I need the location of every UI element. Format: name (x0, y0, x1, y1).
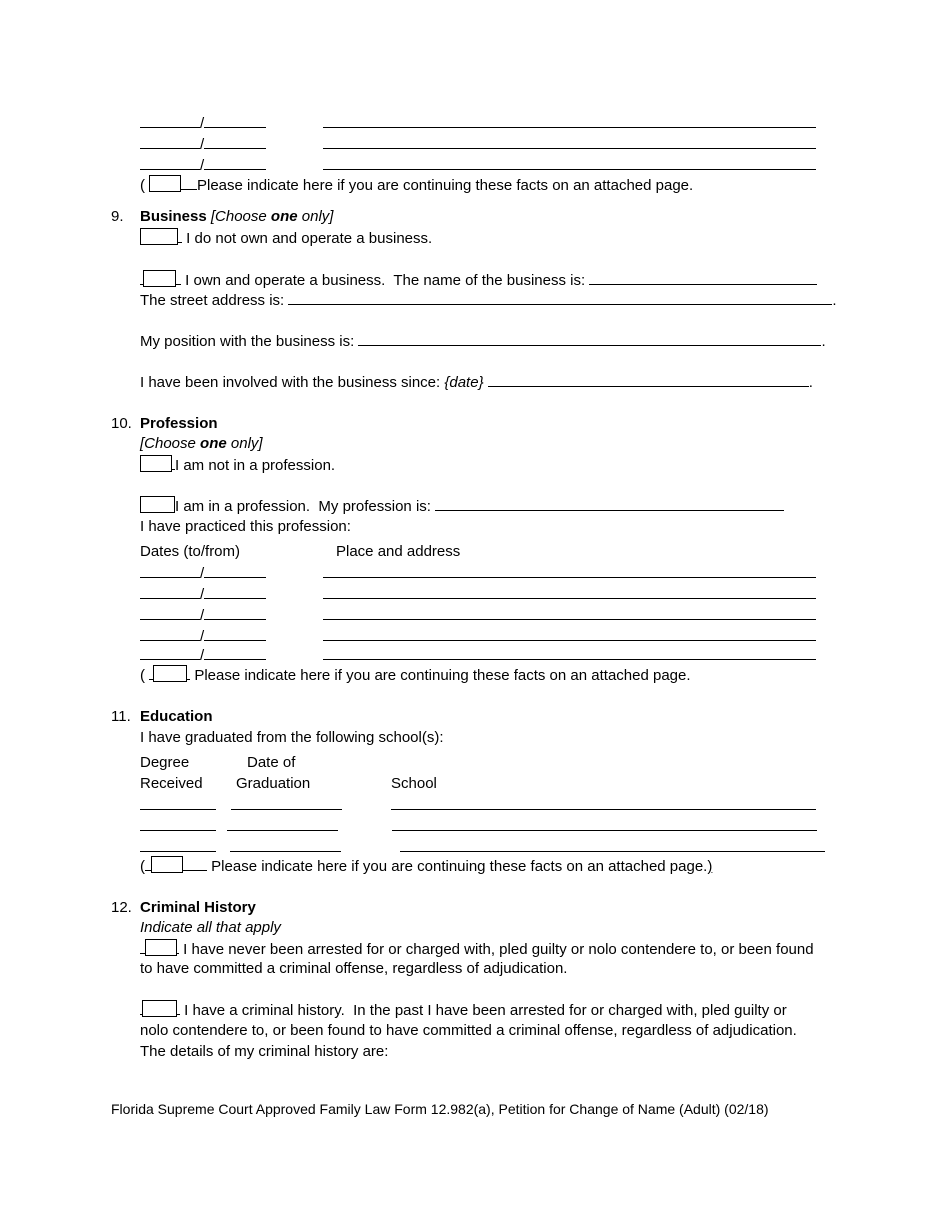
section-title-profession: Profession (140, 415, 218, 432)
col-school-header: School (391, 775, 437, 792)
own-business-checkbox[interactable] (143, 270, 176, 287)
date-field[interactable]: / (140, 605, 266, 626)
street-address-line: The street address is: . (140, 292, 837, 309)
col-degree-header-2: Received (140, 775, 203, 792)
degree-field[interactable] (140, 816, 216, 837)
option-never-arrested: I have never been arrested for or charged with, pled guilty or nolo contendere to, or been found (140, 939, 814, 960)
continue-note-profession: ( Please indicate here if you are continuing these facts on an attached page. (140, 667, 691, 684)
section-number: 12. (111, 899, 132, 916)
profession-field[interactable] (435, 496, 784, 511)
criminal-details-label: The details of my criminal history are: (140, 1043, 389, 1060)
position-field[interactable] (358, 331, 821, 346)
place-field[interactable] (323, 584, 816, 605)
option-criminal-history-cont: nolo contendere to, or been found to have committed a criminal offense, regardless of adjudication. (140, 1022, 797, 1039)
degree-field[interactable] (140, 837, 216, 858)
graduation-date-field[interactable] (230, 837, 341, 858)
date-field[interactable]: / (140, 584, 266, 605)
since-date-field[interactable] (488, 372, 809, 387)
business-name-field[interactable] (589, 270, 817, 285)
continue-checkbox[interactable] (153, 665, 187, 682)
option-no-profession: I am not in a profession. (140, 455, 335, 476)
option-never-arrested-cont: to have committed a criminal offense, regardless of adjudication. (140, 960, 568, 977)
col-date-header-1: Date of (247, 754, 296, 771)
never-arrested-checkbox[interactable] (145, 939, 177, 956)
since-line: I have been involved with the business since: {date} . (140, 374, 813, 391)
col-dates-header: Dates (to/from) (140, 543, 241, 560)
choose-one-note: [Choose one only] (140, 435, 263, 452)
section-number: 11. (111, 708, 131, 725)
option-in-profession: I am in a profession. My profession is: (140, 496, 784, 517)
section-title-criminal-history: Criminal History (140, 899, 256, 916)
indicate-all-note: Indicate all that apply (140, 919, 281, 936)
continue-note-education: ( Please indicate here if you are continuing these facts on an attached page.) (140, 858, 713, 875)
practiced-label: I have practiced this profession: (140, 518, 351, 535)
option-no-business: I do not own and operate a business. (140, 228, 432, 249)
place-field[interactable] (323, 134, 816, 155)
date-field[interactable]: / (140, 134, 266, 155)
no-business-checkbox[interactable] (140, 228, 178, 245)
education-intro: I have graduated from the following school(s): (140, 729, 444, 746)
date-field[interactable]: / (140, 155, 266, 176)
continue-checkbox[interactable] (151, 856, 183, 873)
option-criminal-history: I have a criminal history. In the past I have been arrested for or charged with, pled guilty or (140, 1000, 787, 1021)
date-field[interactable]: / (140, 626, 266, 647)
section-title-business: Business [Choose one only] (140, 208, 334, 225)
date-field[interactable]: / (140, 563, 266, 584)
place-field[interactable] (323, 563, 816, 584)
col-date-header-2: Graduation (236, 775, 311, 792)
date-field[interactable]: / (140, 113, 266, 134)
place-field[interactable] (323, 645, 816, 666)
date-field[interactable]: / (140, 645, 266, 666)
continue-checkbox[interactable] (149, 175, 181, 192)
no-profession-checkbox[interactable] (140, 455, 172, 472)
street-address-field[interactable] (288, 290, 832, 305)
school-field[interactable] (400, 837, 825, 858)
section-number: 10. (111, 415, 132, 432)
graduation-date-field[interactable] (231, 795, 342, 816)
position-line: My position with the business is: . (140, 333, 826, 350)
degree-field[interactable] (140, 795, 216, 816)
in-profession-checkbox[interactable] (140, 496, 175, 513)
place-field[interactable] (323, 155, 816, 176)
place-field[interactable] (323, 626, 816, 647)
place-field[interactable] (323, 113, 816, 134)
col-place-header: Place and address (336, 543, 461, 560)
continue-note-top: ( Please indicate here if you are continuing these facts on an attached page. (140, 177, 694, 194)
option-own-business: I own and operate a business. The name of the business is: (140, 270, 817, 291)
criminal-history-checkbox[interactable] (142, 1000, 177, 1017)
school-field[interactable] (391, 795, 816, 816)
place-field[interactable] (323, 605, 816, 626)
section-title-education: Education (140, 708, 213, 725)
form-footer: Florida Supreme Court Approved Family Law Form 12.982(a), Petition for Change of Name (Adult) (02/18) (111, 1101, 769, 1117)
col-degree-header-1: Degree (140, 754, 190, 771)
graduation-date-field[interactable] (227, 816, 338, 837)
section-number: 9. (111, 208, 124, 225)
school-field[interactable] (392, 816, 817, 837)
